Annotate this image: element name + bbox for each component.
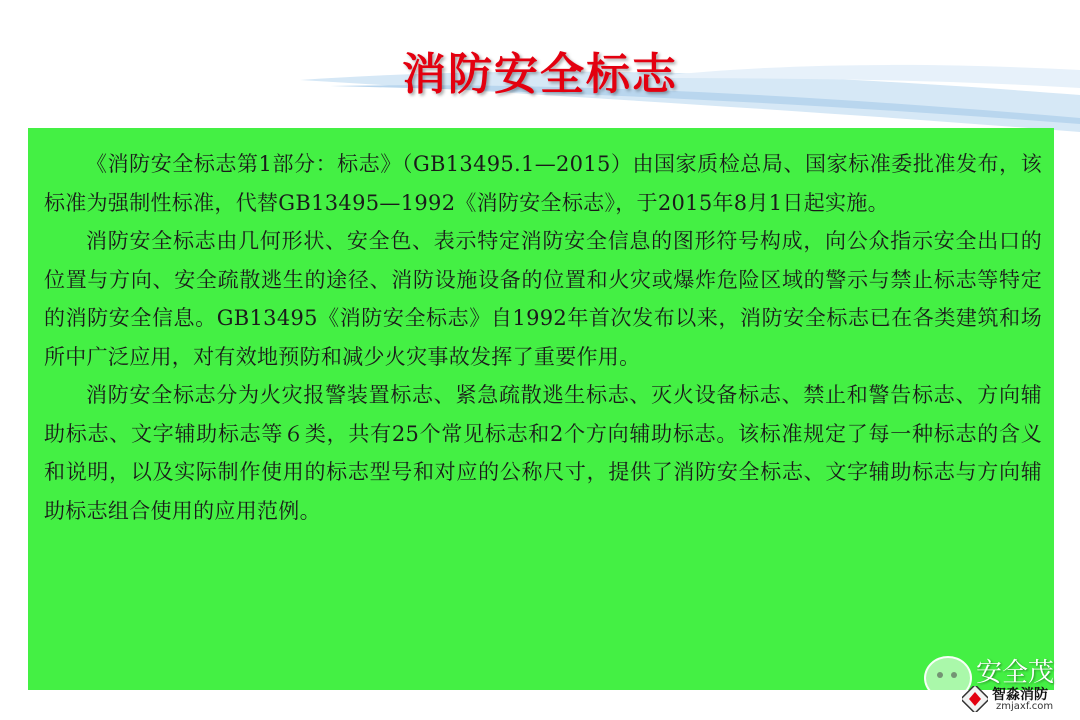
watermark-account-name: 安全茂 [976,658,1055,688]
paragraph-sign-composition: 消防安全标志由几何形状、安全色、表示特定消防安全信息的图形符号构成，向公众指示安全出口的位置与方向、安全疏散逃生的途径、消防设施设备的位置和火灾或爆炸危险区域的警示与禁止标志等特定的消防安全信息。GB13495《消防安全标志》自1992年首次发布以来，消防安全标志已在各类建筑和场所中广泛应用，对有效地预防和减少火灾事故发挥了重要作用。 [44,229,1042,369]
watermark-domain: zmjaxf.com [996,701,1054,712]
watermark-brand: 智淼消防 [992,687,1048,703]
slide-title: 消防安全标志 [402,49,678,100]
paragraph-standard-intro: 《消防安全标志第1部分：标志》（GB13495.1—2015）由国家质检总局、国家标准委批准发布，该标准为强制性标准，代替GB13495—1992《消防安全标志》，于2015年8月1日起实施。 [44,152,1042,215]
watermark [912,650,1072,714]
paragraph-sign-categories: 消防安全标志分为火灾报警装置标志、紧急疏散逃生标志、灭火设备标志、禁止和警告标志、方向辅助标志、文字辅助标志等６类，共有25个常见标志和2个方向辅助标志。该标准规定了每一种标志的含义和说明，以及实际制作使用的标志型号和对应的公称尺寸，提供了消防安全标志、文字辅助标志与方向辅助标志组合使用的应用范例。 [44,383,1042,523]
brand-logo-icon [962,686,988,712]
content-panel [28,128,1054,690]
